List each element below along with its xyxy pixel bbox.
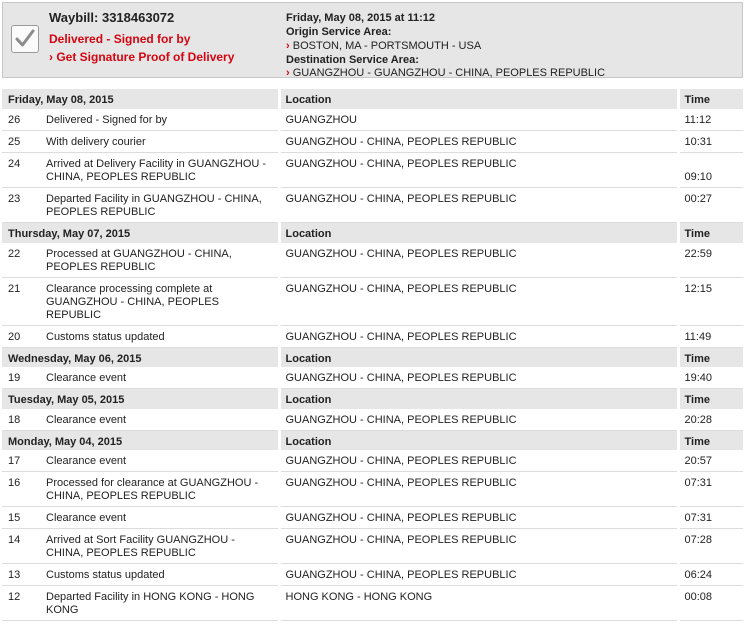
table-row (2, 564, 743, 586)
event-description: Clearance event (42, 367, 279, 389)
event-time: 11:12 (678, 109, 743, 131)
event-description: Customs status updated (42, 564, 279, 586)
event-number: 26 (2, 109, 42, 131)
event-location: GUANGZHOU - CHINA, PEOPLES REPUBLIC (279, 153, 678, 188)
event-location: GUANGZHOU - CHINA, PEOPLES REPUBLIC (279, 131, 678, 153)
destination-label: Destination Service Area: (286, 54, 419, 66)
event-time: 11:49 (678, 325, 743, 347)
event-number: 22 (2, 243, 42, 278)
destination-text: GUANGZHOU - GUANGZHOU - CHINA, PEOPLES REPUBLIC (292, 67, 606, 79)
event-time: 07:31 (678, 472, 743, 507)
arrow-icon: › (286, 67, 290, 79)
event-number: 25 (2, 131, 42, 153)
event-time: 12:15 (678, 277, 743, 325)
event-description: With delivery courier (42, 131, 279, 153)
event-location: HONG KONG - HONG KONG (279, 586, 678, 621)
event-time: 00:08 (678, 586, 743, 621)
day-header-row (2, 430, 743, 450)
event-number: 14 (2, 529, 42, 564)
event-number: 12 (2, 586, 42, 621)
table-row (2, 367, 743, 389)
shipment-summary (2, 2, 743, 78)
event-location: GUANGZHOU - CHINA, PEOPLES REPUBLIC (279, 564, 678, 586)
event-number: 24 (2, 153, 42, 188)
table-row (2, 325, 743, 347)
event-time: 07:31 (678, 507, 743, 529)
table-row (2, 529, 743, 564)
event-time: 06:24 (678, 564, 743, 586)
event-number: 19 (2, 367, 42, 389)
time-column-header: Time (678, 223, 743, 243)
arrow-icon: › (49, 50, 53, 64)
location-column-header: Location (279, 389, 678, 409)
event-description: Processed for clearance at GUANGZHOU - CHINA, PEOPLES REPUBLIC (42, 472, 279, 507)
event-description: Arrived at Sort Facility GUANGZHOU - CHINA, PEOPLES REPUBLIC (42, 529, 279, 564)
location-column-header: Location (279, 89, 678, 109)
event-description: Departed Facility in HONG KONG - HONG KONG (42, 586, 279, 621)
event-location: GUANGZHOU - CHINA, PEOPLES REPUBLIC (279, 188, 678, 223)
event-number: 15 (2, 507, 42, 529)
table-row (2, 409, 743, 431)
event-description: Processed at GUANGZHOU - CHINA, PEOPLES REPUBLIC (42, 243, 279, 278)
event-time: 10:31 (678, 131, 743, 153)
event-location: GUANGZHOU - CHINA, PEOPLES REPUBLIC (279, 472, 678, 507)
event-location: GUANGZHOU - CHINA, PEOPLES REPUBLIC (279, 529, 678, 564)
event-location: GUANGZHOU - CHINA, PEOPLES REPUBLIC (279, 507, 678, 529)
time-column-header: Time (678, 347, 743, 367)
event-location: GUANGZHOU - CHINA, PEOPLES REPUBLIC (279, 450, 678, 472)
table-row (2, 450, 743, 472)
time-column-header: Time (678, 389, 743, 409)
event-number: 20 (2, 325, 42, 347)
event-number: 16 (2, 472, 42, 507)
event-number: 23 (2, 188, 42, 223)
event-number: 18 (2, 409, 42, 431)
event-number: 21 (2, 277, 42, 325)
delivery-datetime: Friday, May 08, 2015 at 11:12 (286, 12, 435, 24)
event-description: Customs status updated (42, 325, 279, 347)
day-date: Friday, May 08, 2015 (2, 89, 279, 109)
event-description: Clearance processing complete at GUANGZHOU - CHINA, PEOPLES REPUBLIC (42, 277, 279, 325)
delivery-status: Delivered - Signed for by (49, 32, 191, 46)
event-time: 00:27 (678, 188, 743, 223)
day-header-row (2, 347, 743, 367)
event-time: 19:40 (678, 367, 743, 389)
event-location: GUANGZHOU - CHINA, PEOPLES REPUBLIC (279, 409, 678, 431)
event-number: 17 (2, 450, 42, 472)
table-row (2, 109, 743, 131)
signature-proof-label: Get Signature Proof of Delivery (56, 50, 235, 64)
event-time: 09:10 (678, 153, 743, 188)
event-location: GUANGZHOU - CHINA, PEOPLES REPUBLIC (279, 243, 678, 278)
delivered-checkmark-icon (11, 25, 39, 53)
event-number: 13 (2, 564, 42, 586)
day-date: Thursday, May 07, 2015 (2, 223, 279, 243)
table-row (2, 243, 743, 278)
day-date: Wednesday, May 06, 2015 (2, 347, 279, 367)
event-description: Arrived at Delivery Facility in GUANGZHOU - CHINA, PEOPLES REPUBLIC (42, 153, 279, 188)
event-location: GUANGZHOU (279, 109, 678, 131)
table-row (2, 188, 743, 223)
signature-proof-link[interactable] (49, 50, 234, 64)
origin-label: Origin Service Area: (286, 26, 392, 38)
table-row (2, 472, 743, 507)
event-location: GUANGZHOU - CHINA, PEOPLES REPUBLIC (279, 277, 678, 325)
origin-text: BOSTON, MA - PORTSMOUTH - USA (292, 40, 482, 52)
destination-value (286, 67, 605, 79)
event-time: 07:28 (678, 529, 743, 564)
table-row (2, 153, 743, 188)
arrow-icon: › (286, 40, 290, 52)
time-column-header: Time (678, 89, 743, 109)
location-column-header: Location (279, 430, 678, 450)
event-description: Clearance event (42, 507, 279, 529)
table-row (2, 507, 743, 529)
table-row (2, 277, 743, 325)
waybill-number: Waybill: 3318463072 (49, 10, 175, 25)
event-location: GUANGZHOU - CHINA, PEOPLES REPUBLIC (279, 367, 678, 389)
time-column-header: Time (678, 430, 743, 450)
table-row (2, 131, 743, 153)
table-row (2, 586, 743, 621)
day-date: Monday, May 04, 2015 (2, 430, 279, 450)
event-time: 22:59 (678, 243, 743, 278)
event-description: Clearance event (42, 409, 279, 431)
tracking-events-table (2, 89, 743, 621)
event-description: Departed Facility in GUANGZHOU - CHINA, PEOPLES REPUBLIC (42, 188, 279, 223)
day-header-row (2, 389, 743, 409)
location-column-header: Location (279, 223, 678, 243)
origin-value (286, 40, 481, 52)
event-description: Delivered - Signed for by (42, 109, 279, 131)
event-time: 20:28 (678, 409, 743, 431)
day-header-row (2, 89, 743, 109)
event-location: GUANGZHOU - CHINA, PEOPLES REPUBLIC (279, 325, 678, 347)
day-date: Tuesday, May 05, 2015 (2, 389, 279, 409)
location-column-header: Location (279, 347, 678, 367)
day-header-row (2, 223, 743, 243)
event-time: 20:57 (678, 450, 743, 472)
event-description: Clearance event (42, 450, 279, 472)
